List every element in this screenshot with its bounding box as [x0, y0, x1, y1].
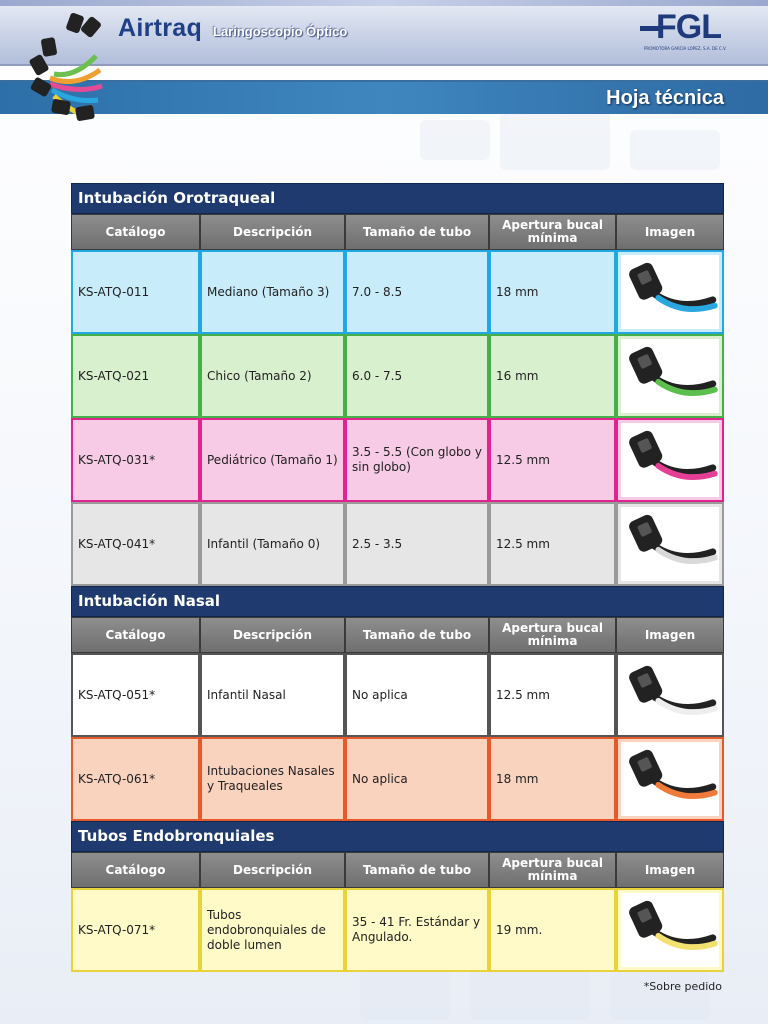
- column-header: Catálogo: [71, 617, 200, 653]
- laryngoscope-icon: [621, 255, 719, 329]
- column-header: Tamaño de tubo: [345, 852, 489, 888]
- cell-image: [616, 888, 724, 972]
- cell-text: 19 mm.: [496, 922, 543, 937]
- column-header: Catálogo: [71, 214, 200, 250]
- table-row: [71, 653, 724, 737]
- cell-text: KS-ATQ-031*: [78, 452, 156, 467]
- brand-name: Airtraq: [118, 14, 203, 42]
- cell-text: No aplica: [352, 771, 408, 786]
- column-header: Apertura bucal mínima: [489, 852, 616, 888]
- column-header: Tamaño de tubo: [345, 617, 489, 653]
- product-image: [621, 255, 719, 329]
- table-header-row: [71, 852, 724, 888]
- cell-catalog: [71, 502, 200, 586]
- cell-image: [616, 653, 724, 737]
- cell-text: KS-ATQ-021: [78, 368, 150, 383]
- section-title: Intubación Nasal: [71, 586, 724, 617]
- cell-text: 12.5 mm: [496, 536, 550, 551]
- cell-text: 16 mm: [496, 368, 539, 383]
- column-header: Tamaño de tubo: [345, 214, 489, 250]
- cell-text: KS-ATQ-041*: [78, 536, 156, 551]
- column-header: Descripción: [200, 214, 345, 250]
- column-header: Imagen: [616, 617, 724, 653]
- cell-text: 7.0 - 8.5: [352, 284, 403, 299]
- cell-text: Infantil (Tamaño 0): [207, 536, 321, 551]
- laryngoscope-icon: [621, 507, 719, 581]
- cell-opening: [489, 502, 616, 586]
- logo-text: FGL: [656, 8, 721, 46]
- cell-description: [200, 653, 345, 737]
- cell-catalog: [71, 334, 200, 418]
- cell-image: [616, 502, 724, 586]
- product-image: [621, 742, 719, 816]
- cell-opening: [489, 334, 616, 418]
- cell-opening: [489, 737, 616, 821]
- column-header: Imagen: [616, 852, 724, 888]
- cell-catalog: [71, 737, 200, 821]
- cell-text: 12.5 mm: [496, 452, 550, 467]
- table-row: [71, 250, 724, 334]
- cell-description: [200, 334, 345, 418]
- product-table: [71, 183, 724, 972]
- cell-text: KS-ATQ-011: [78, 284, 150, 299]
- cell-opening: [489, 250, 616, 334]
- cell-text: No aplica: [352, 687, 408, 702]
- table-row: [71, 888, 724, 972]
- logo-company: PROMOTORA GARCIA LOPEZ, S.A. DE C.V.: [644, 46, 727, 51]
- cell-text: Intubaciones Nasales y Traqueales: [207, 764, 335, 793]
- cell-text: Mediano (Tamaño 3): [207, 284, 330, 299]
- cell-text: KS-ATQ-061*: [78, 771, 156, 786]
- cell-catalog: [71, 250, 200, 334]
- cell-text: KS-ATQ-051*: [78, 687, 156, 702]
- brand-subtitle: Laringoscopio Óptico: [213, 24, 348, 39]
- column-header: Apertura bucal mínima: [489, 214, 616, 250]
- cell-text: 18 mm: [496, 771, 539, 786]
- cell-tube: [345, 334, 489, 418]
- cell-catalog: [71, 418, 200, 502]
- cell-opening: [489, 888, 616, 972]
- laryngoscope-icon: [621, 658, 719, 732]
- table-header-row: [71, 214, 724, 250]
- cell-image: [616, 250, 724, 334]
- cell-text: Infantil Nasal: [207, 687, 286, 702]
- table-row: [71, 334, 724, 418]
- product-image: [621, 423, 719, 497]
- product-image: [621, 339, 719, 413]
- laryngoscope-icon: [621, 423, 719, 497]
- laryngoscope-icon: [621, 742, 719, 816]
- cell-description: [200, 250, 345, 334]
- fgl-logo: [640, 8, 734, 58]
- column-header: Imagen: [616, 214, 724, 250]
- cell-tube: [345, 653, 489, 737]
- cell-image: [616, 418, 724, 502]
- cell-opening: [489, 418, 616, 502]
- cell-tube: [345, 418, 489, 502]
- section-title: Tubos Endobronquiales: [71, 821, 724, 852]
- cell-image: [616, 737, 724, 821]
- cell-tube: [345, 888, 489, 972]
- cell-image: [616, 334, 724, 418]
- cell-text: 18 mm: [496, 284, 539, 299]
- cell-text: Tubos endobronquiales de doble lumen: [207, 907, 326, 952]
- cell-text: Pediátrico (Tamaño 1): [207, 452, 338, 467]
- product-image: [621, 893, 719, 967]
- product-image: [621, 658, 719, 732]
- table-header-row: [71, 617, 724, 653]
- footnote: *Sobre pedido: [643, 980, 722, 993]
- cell-description: [200, 418, 345, 502]
- column-header: Descripción: [200, 617, 345, 653]
- column-header: Catálogo: [71, 852, 200, 888]
- column-header: Apertura bucal mínima: [489, 617, 616, 653]
- column-header: Descripción: [200, 852, 345, 888]
- cell-text: 3.5 - 5.5 (Con globo y sin globo): [352, 445, 482, 474]
- section-title: Intubación Orotraqueal: [71, 183, 724, 214]
- cell-opening: [489, 653, 616, 737]
- cell-catalog: [71, 888, 200, 972]
- cell-catalog: [71, 653, 200, 737]
- cell-tube: [345, 250, 489, 334]
- cell-text: KS-ATQ-071*: [78, 922, 156, 937]
- cell-description: [200, 888, 345, 972]
- cell-text: 6.0 - 7.5: [352, 368, 403, 383]
- laryngoscope-icon: [621, 339, 719, 413]
- cell-tube: [345, 502, 489, 586]
- cell-tube: [345, 737, 489, 821]
- cell-text: 35 - 41 Fr. Estándar y Angulado.: [352, 915, 481, 944]
- cell-description: [200, 502, 345, 586]
- product-illustration: [20, 8, 120, 130]
- laryngoscope-icon: [621, 893, 719, 967]
- table-row: [71, 418, 724, 502]
- table-row: [71, 737, 724, 821]
- sheet-title: Hoja técnica: [606, 87, 724, 109]
- product-image: [621, 507, 719, 581]
- cell-description: [200, 737, 345, 821]
- cell-text: 12.5 mm: [496, 687, 550, 702]
- cell-text: 2.5 - 3.5: [352, 536, 403, 551]
- cell-text: Chico (Tamaño 2): [207, 368, 312, 383]
- table-row: [71, 502, 724, 586]
